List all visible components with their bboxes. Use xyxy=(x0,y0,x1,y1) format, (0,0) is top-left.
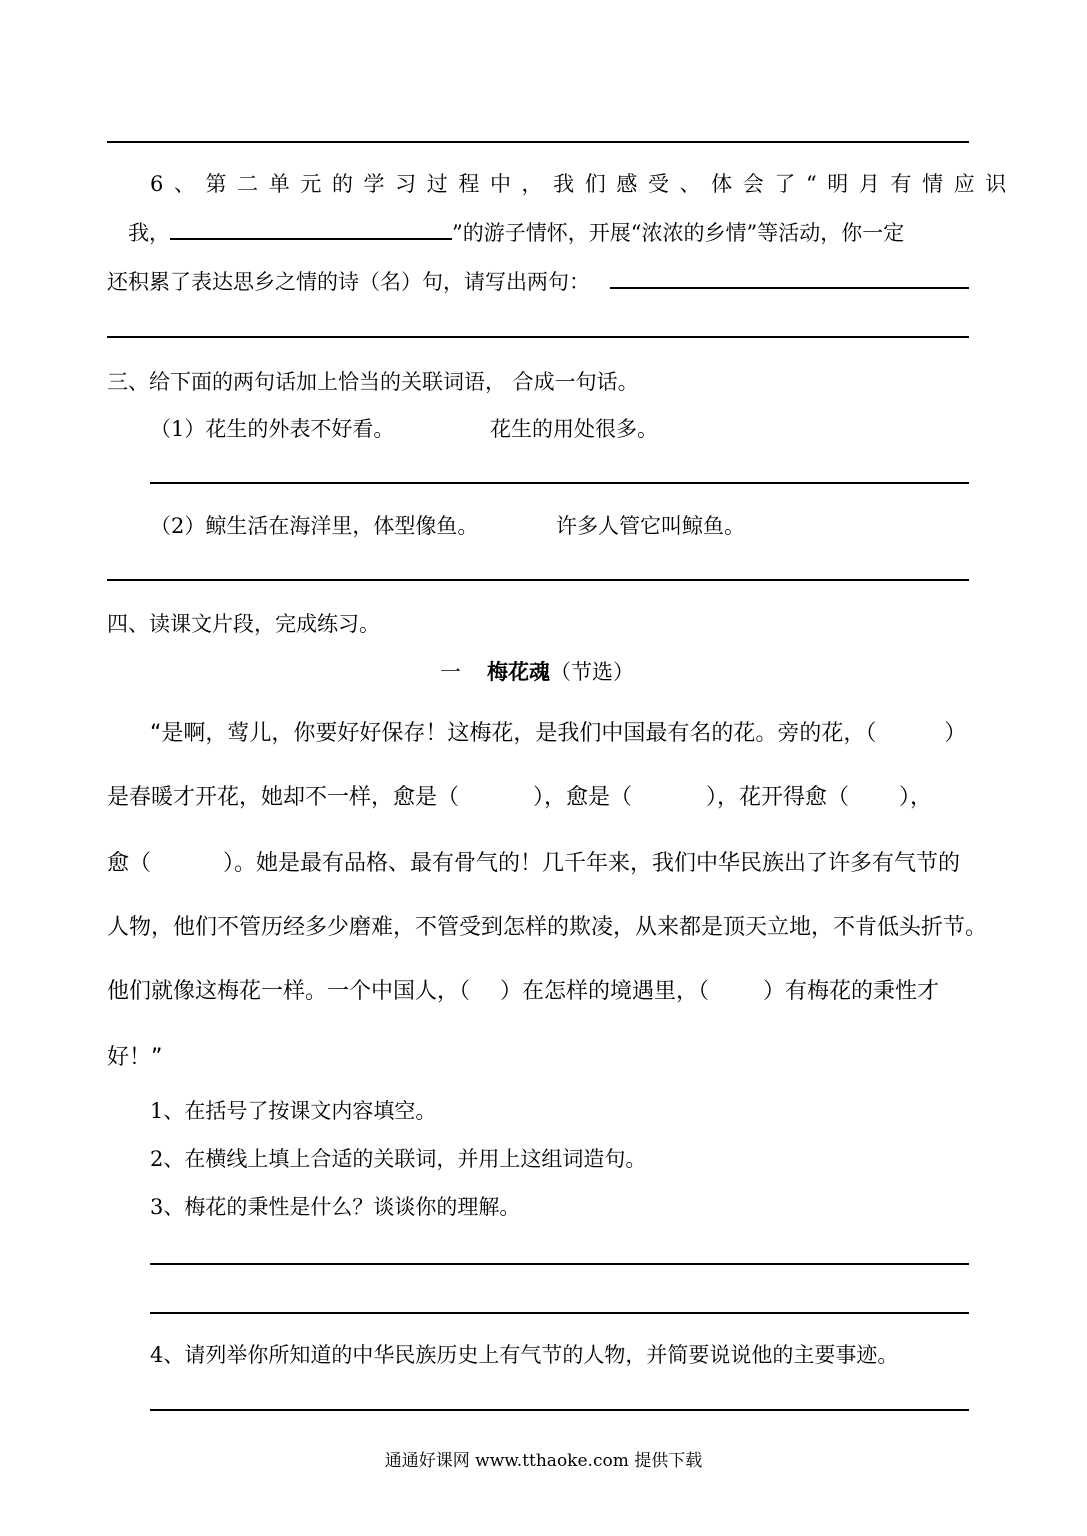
passage-title: 梅花魂 xyxy=(487,660,550,684)
title-dash: 一 xyxy=(440,660,461,684)
q6-blank[interactable] xyxy=(170,216,452,240)
answer-line[interactable] xyxy=(150,482,969,484)
q6-line1: 6、第二单元的学习过程中，我们感受、体会了“明月有情应识 xyxy=(150,172,1017,196)
passage-text: ），花开得愈（ xyxy=(706,785,850,810)
section3-item1-b: 花生的用处很多。 xyxy=(490,417,658,441)
passage-text: ） xyxy=(944,721,967,746)
answer-line[interactable] xyxy=(150,1312,969,1314)
passage-text: ）， xyxy=(899,785,933,810)
answer-line[interactable] xyxy=(610,287,969,289)
section3-item1: （1）花生的外表不好看。 xyxy=(150,417,395,441)
passage-text: 是春暖才开花，她却不一样，愈是（ xyxy=(107,785,460,810)
section3-item2: （2）鲸生活在海洋里，体型像鱼。 xyxy=(150,514,479,538)
passage-text: ）。她是最有品格、最有骨气的！几千年来，我们中华民族出了许多有气节的 xyxy=(223,851,961,876)
passage-line2 xyxy=(107,780,932,811)
answer-line[interactable] xyxy=(150,1409,969,1411)
question-3: 3、梅花的秉性是什么？谈谈你的理解。 xyxy=(150,1195,521,1219)
answer-line xyxy=(107,141,969,143)
section4-heading: 四、读课文片段，完成练习。 xyxy=(107,612,380,636)
question-1: 1、在括号了按课文内容填空。 xyxy=(150,1099,437,1123)
section3-item2-b: 许多人管它叫鲸鱼。 xyxy=(556,514,745,538)
q6-line2 xyxy=(128,216,904,247)
q6-line2-pre: 我， xyxy=(128,221,170,245)
passage-line4: 人物，他们不管历经多少磨难，不管受到怎样的欺凌，从来都是顶天立地，不肯低头折节。 xyxy=(107,915,988,940)
page-footer: 通通好课网 www.tthaoke.com 提供下载 xyxy=(384,1451,703,1471)
section3-heading: 三、给下面的两句话加上恰当的关联词语， 合成一句话。 xyxy=(107,370,639,394)
passage-text: 他们就像这梅花一样。一个中国人，（ xyxy=(107,979,471,1004)
passage-text: ），愈是（ xyxy=(533,785,633,810)
q6-line2-post: ”的游子情怀，开展“浓浓的乡情”等活动，你一定 xyxy=(452,221,905,245)
passage-text: ）有梅花的秉性才 xyxy=(763,979,940,1004)
passage-title-line xyxy=(440,656,634,686)
passage-text: “是啊，莺儿，你要好好保存！这梅花，是我们中国最有名的花。旁的花，（ xyxy=(150,721,877,746)
answer-line[interactable] xyxy=(107,579,969,581)
passage-line5 xyxy=(107,974,939,1005)
answer-line[interactable] xyxy=(107,336,969,338)
passage-text: 愈（ xyxy=(107,851,152,876)
question-4: 4、请列举你所知道的中华民族历史上有气节的人物，并简要说说他的主要事迹。 xyxy=(150,1343,899,1367)
passage-line1 xyxy=(150,716,966,747)
q6-line3: 还积累了表达思乡之情的诗（名）句，请写出两句： xyxy=(107,270,590,294)
passage-line6: 好！” xyxy=(107,1045,163,1070)
question-2: 2、在横线上填上合适的关联词，并用上这组词造句。 xyxy=(150,1147,647,1171)
passage-text: ）在怎样的境遇里，（ xyxy=(500,979,710,1004)
passage-line3 xyxy=(107,846,960,877)
answer-line[interactable] xyxy=(150,1263,969,1265)
passage-title-note: （节选） xyxy=(550,660,634,684)
